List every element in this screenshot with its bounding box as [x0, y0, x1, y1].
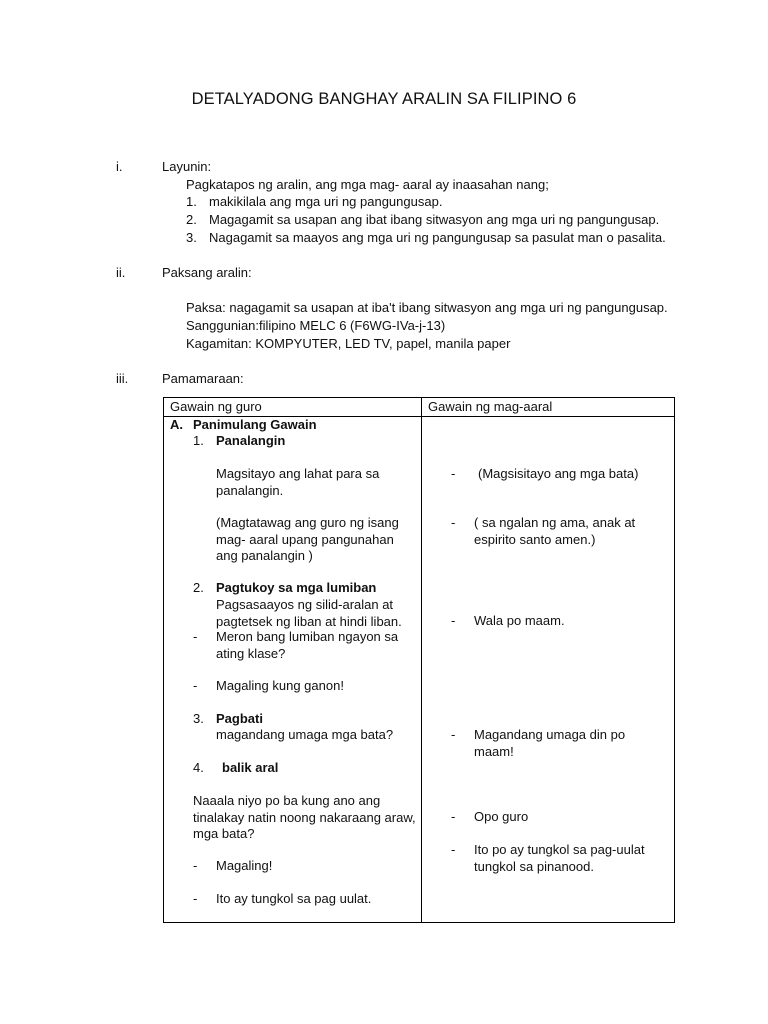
step-title: Panalangin [216, 433, 286, 448]
paksa-text: Paksa: nagagamit sa usapan at iba't ibang sitwasyon ang mga uri ng pangungusap. [186, 300, 668, 315]
dash-bullet: - [193, 858, 198, 873]
response-text: ( sa ngalan ng ama, anak at espirito santo amen.) [474, 515, 636, 547]
step-title: Pagbati [216, 711, 263, 726]
pamamaraan-table [163, 397, 675, 923]
dash-bullet: - [451, 842, 456, 857]
layunin-intro: Pagkatapos ng aralin, ang mga mag- aaral ay inaasahan nang; [186, 177, 549, 192]
cell-mag-aaral [422, 417, 675, 923]
step-number: 4. [193, 760, 204, 775]
section-label: Paksang aralin: [162, 265, 252, 280]
section-number: ii. [116, 265, 126, 280]
step-text: magandang umaga mga bata? [216, 727, 394, 742]
kagamitan-text: Kagamitan: KOMPYUTER, LED TV, papel, manila paper [186, 336, 511, 351]
section-label: Layunin: [162, 159, 212, 174]
list-number: 2. [186, 212, 197, 227]
list-text: Nagagamit sa maayos ang mga uri ng pangungusap sa pasulat man o pasalita. [209, 230, 666, 245]
list-number: 1. [186, 194, 197, 209]
step-text: Naaala niyo po ba kung ano ang tinalakay natin noong nakaraang araw, mga bata? [193, 793, 416, 841]
sanggunian-text: Sanggunian:filipino MELC 6 (F6WG-IVa-j-13) [186, 318, 446, 333]
table-header-row [164, 398, 675, 417]
part-title: Panimulang Gawain [193, 417, 317, 432]
step-title: Pagtukoy sa mga lumiban [216, 580, 377, 595]
header-gawain-mag-aaral: Gawain ng mag-aaral [422, 398, 675, 417]
part-letter: A. [170, 417, 183, 432]
response-text: Ito po ay tungkol sa pag-uulat tungkol sa pinanood. [474, 842, 645, 874]
dash-bullet: - [193, 891, 198, 906]
document-title: DETALYADONG BANGHAY ARALIN SA FILIPINO 6 [191, 90, 577, 108]
cell-guro [164, 417, 422, 923]
step-text: Magaling! [216, 858, 273, 873]
step-title: balik aral [222, 760, 279, 775]
step-text: (Magtatawag ang guro ng isang mag- aaral upang pangunahan ang panalangin ) [216, 515, 399, 563]
response-text: (Magsisitayo ang mga bata) [478, 466, 639, 481]
step-text: Magaling kung ganon! [216, 678, 344, 693]
response-text: Magandang umaga din po maam! [474, 727, 626, 759]
dash-bullet: - [451, 466, 456, 481]
list-text: makikilala ang mga uri ng pangungusap. [209, 194, 443, 209]
step-text: Ito ay tungkol sa pag uulat. [216, 891, 372, 906]
dash-bullet: - [451, 613, 456, 628]
dash-bullet: - [451, 809, 456, 824]
response-text: Wala po maam. [474, 613, 565, 628]
section-number: iii. [116, 371, 129, 386]
list-number: 3. [186, 230, 197, 245]
dash-bullet: - [451, 727, 456, 742]
dash-bullet: - [451, 515, 456, 530]
section-label: Pamamaraan: [162, 371, 244, 386]
step-text: Pagsasaayos ng silid-aralan at pagtetsek ng liban at hindi liban. [216, 597, 402, 629]
dash-bullet: - [193, 678, 198, 693]
response-text: Opo guro [474, 809, 529, 824]
step-number: 3. [193, 711, 204, 726]
step-text: Meron bang lumiban ngayon sa ating klase? [216, 629, 399, 661]
list-text: Magagamit sa usapan ang ibat ibang sitwasyon ang mga uri ng pangungusap. [209, 212, 660, 227]
header-gawain-guro: Gawain ng guro [164, 398, 422, 417]
step-number: 2. [193, 580, 204, 595]
step-text: Magsitayo ang lahat para sa panalangin. [216, 466, 380, 498]
step-number: 1. [193, 433, 204, 448]
table-row [164, 417, 675, 923]
dash-bullet: - [193, 629, 198, 644]
section-number: i. [116, 159, 123, 174]
